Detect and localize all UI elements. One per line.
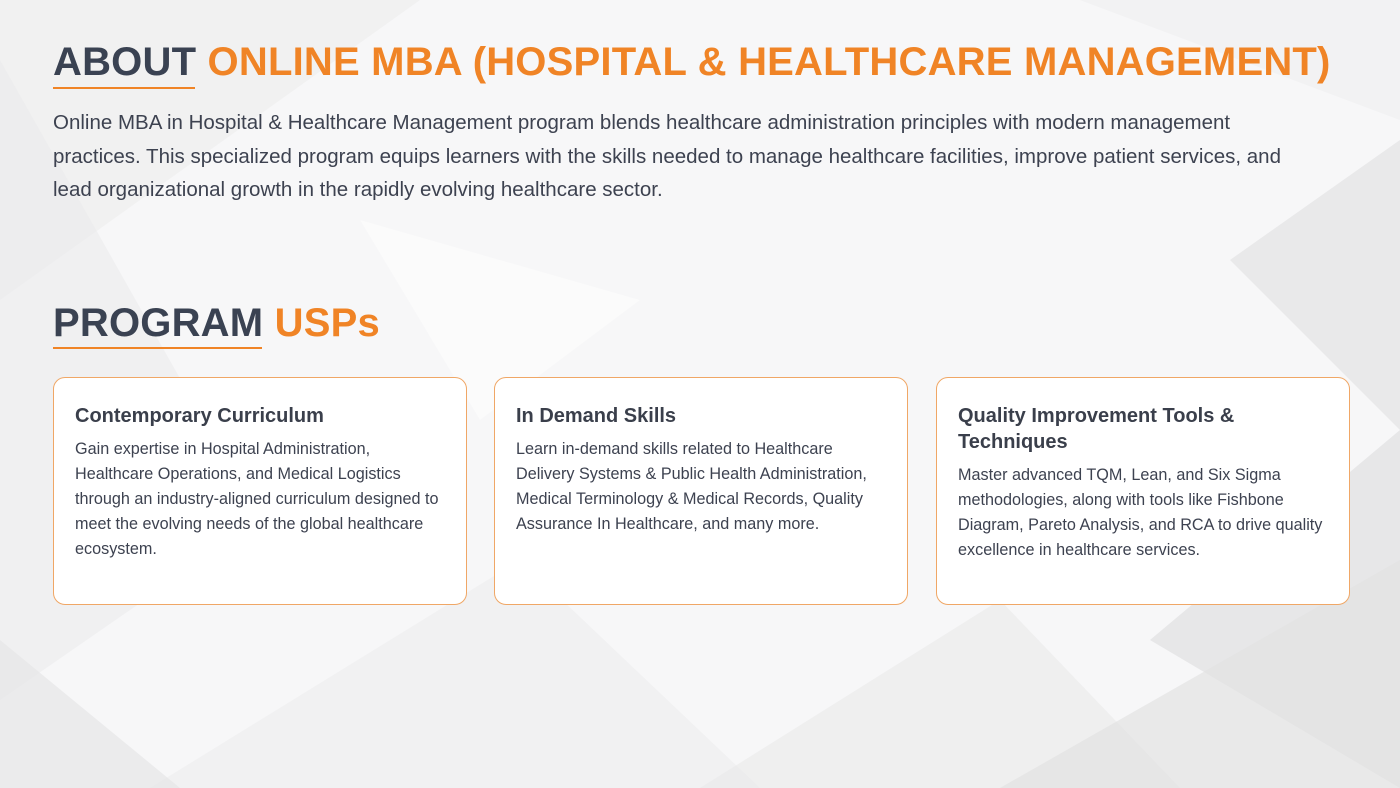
usps-heading-prefix: PROGRAM: [53, 301, 264, 345]
about-heading-highlight: ONLINE MBA (HOSPITAL & HEALTHCARE MANAGEMENT): [207, 40, 1331, 84]
usp-card-text: Master advanced TQM, Lean, and Six Sigma methodologies, along with tools like Fishbone Diagram, Pareto Analysis, and RCA to drive quality excellence in healthcare services.: [958, 466, 1323, 559]
usps-heading-underline: [53, 347, 262, 349]
usp-card-title: Quality Improvement Tools & Techniques: [958, 405, 1235, 453]
about-heading: [53, 42, 1331, 82]
usp-card-quality-improvement: [936, 377, 1350, 605]
usps-heading-highlight: USPs: [274, 301, 380, 345]
about-heading-underline: [53, 87, 195, 89]
about-heading-prefix: ABOUT: [53, 40, 197, 84]
about-description: Online MBA in Hospital & Healthcare Management program blends healthcare administration principles with modern management practices. This specialized program equips learners with the skills needed to manage healthcare facilities, improve patient services, and lead organizational growth in the rapidly evolving healthcare sector.: [53, 111, 1281, 201]
usp-card-title: Contemporary Curriculum: [75, 405, 324, 427]
usp-card-text: Learn in-demand skills related to Healthcare Delivery Systems & Public Health Administration, Medical Terminology & Medical Records, Quality Assurance In Healthcare, and many more.: [516, 440, 867, 533]
usps-heading: [53, 303, 380, 343]
usp-card-in-demand-skills: [494, 377, 908, 605]
usp-card-title: In Demand Skills: [516, 405, 677, 427]
usp-card-contemporary-curriculum: [53, 377, 467, 605]
usp-cards: [53, 377, 1350, 605]
usp-card-text: Gain expertise in Hospital Administration, Healthcare Operations, and Medical Logistics through an industry-aligned curriculum designed to meet the evolving needs of the global healthcare ecosystem.: [75, 440, 439, 558]
